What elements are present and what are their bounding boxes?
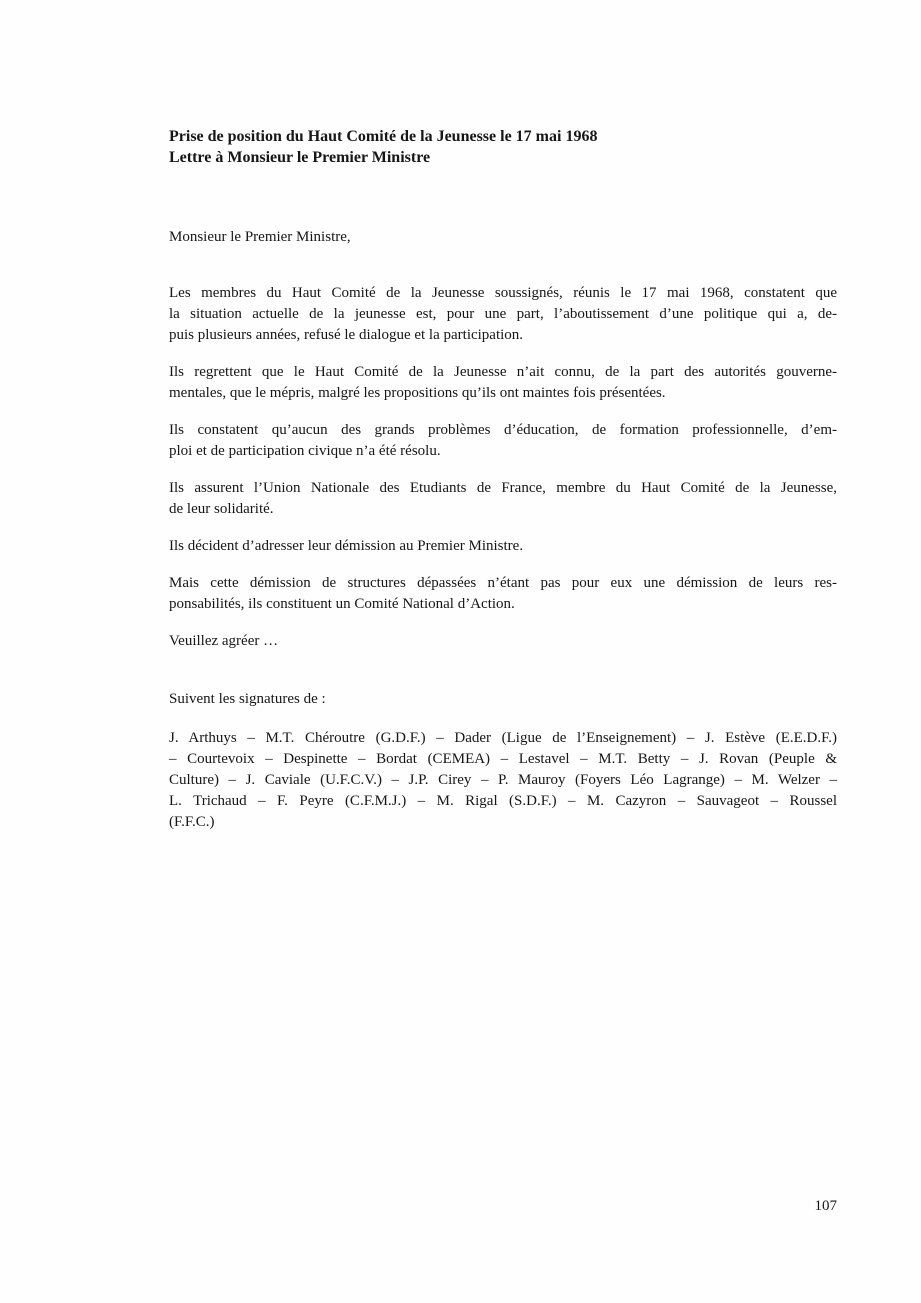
block-paragraph-1 [169,283,837,346]
block-closing [169,631,837,652]
block-paragraph-3 [169,420,837,462]
text-line: Mais cette démission de structures dépassées n’étant pas pour eux une démission de leurs res- [169,575,837,591]
text-line: Ils assurent l’Union Nationale des Etudiants de France, membre du Haut Comité de la Jeunesse, [169,480,837,496]
text-line: de leur solidarité. [169,501,274,517]
text-line: L. Trichaud – F. Peyre (C.F.M.J.) – M. Rigal (S.D.F.) – M. Cazyron – Sauvageot – Roussel [169,793,837,809]
title-line-2: Lettre à Monsieur le Premier Ministre [169,149,431,166]
text-line: Les membres du Haut Comité de la Jeunesse soussignés, réunis le 17 mai 1968, constatent que [169,285,837,301]
text-line: ploi et de participation civique n’a été résolu. [169,443,441,459]
text-line: Ils regrettent que le Haut Comité de la Jeunesse n’ait connu, de la part des autorités gouverne- [169,364,837,380]
text-line: Ils constatent qu’aucun des grands problèmes d’éducation, de formation professionnelle, d’em- [169,422,837,438]
page-number: 107 [814,1198,837,1214]
letter-blocks [169,227,837,833]
text-line: J. Arthuys – M.T. Chéroutre (G.D.F.) – Dader (Ligue de l’Enseignement) – J. Estève (E.E.D.F.) [169,730,837,746]
text-line: puis plusieurs années, refusé le dialogue et la participation. [169,327,524,343]
letter-title [169,126,837,168]
text-line: Culture) – J. Caviale (U.F.C.V.) – J.P. Cirey – P. Mauroy (Foyers Léo Lagrange) – M. Welzer – [169,772,837,788]
block-paragraph-6 [169,573,837,615]
text-line: mentales, que le mépris, malgré les propositions qu’ils ont maintes fois présentées. [169,385,666,401]
text-line: Monsieur le Premier Ministre, [169,229,351,245]
letter-content [169,126,837,833]
title-line-1: Prise de position du Haut Comité de la Jeunesse le 17 mai 1968 [169,128,598,145]
block-salutation [169,227,837,248]
text-line: Veuillez agréer … [169,633,279,649]
block-signature-intro [169,689,837,710]
block-paragraph-4 [169,478,837,520]
text-line: (F.F.C.) [169,814,215,830]
text-line: – Courtevoix – Despinette – Bordat (CEMEA) – Lestavel – M.T. Betty – J. Rovan (Peuple & [169,751,837,767]
text-line: Ils décident d’adresser leur démission au Premier Ministre. [169,538,524,554]
block-signatures [169,728,837,833]
text-line: Suivent les signatures de : [169,691,326,707]
text-line: la situation actuelle de la jeunesse est, pour une part, l’aboutissement d’une politique qui a, de- [169,306,837,322]
text-line: ponsabilités, ils constituent un Comité National d’Action. [169,596,515,612]
block-paragraph-2 [169,362,837,404]
block-paragraph-5 [169,536,837,557]
